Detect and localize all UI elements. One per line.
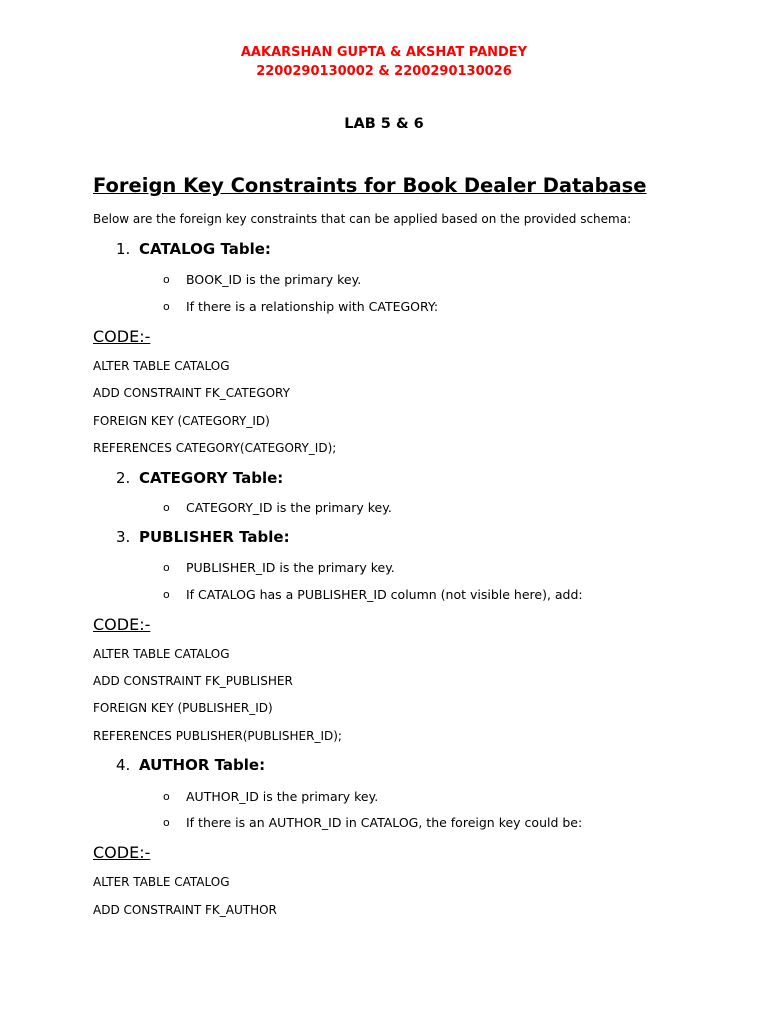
code-label: CODE:-	[93, 615, 151, 634]
intro-paragraph: Below are the foreign key constraints that can be applied based on the provided schema:	[93, 212, 632, 226]
code-line: FOREIGN KEY (PUBLISHER_ID)	[93, 701, 273, 715]
code-label: CODE:-	[93, 843, 151, 862]
code-line: ALTER TABLE CATALOG	[93, 647, 230, 661]
bullet-marker: o	[163, 816, 170, 829]
section-heading: AUTHOR Table:	[139, 756, 266, 774]
code-line: ADD CONSTRAINT FK_AUTHOR	[93, 903, 277, 917]
bullet-marker: o	[163, 790, 170, 803]
list-item-text: CATEGORY_ID is the primary key.	[186, 500, 392, 515]
section-number: 4.	[116, 756, 131, 774]
bullet-marker: o	[163, 501, 170, 514]
list-item-text: PUBLISHER_ID is the primary key.	[186, 560, 395, 575]
list-item-text: BOOK_ID is the primary key.	[186, 272, 362, 287]
list-item-text: If there is an AUTHOR_ID in CATALOG, the foreign key could be:	[186, 815, 583, 830]
code-line: FOREIGN KEY (CATEGORY_ID)	[93, 414, 270, 428]
section-heading: PUBLISHER Table:	[139, 528, 290, 546]
section-heading: CATALOG Table:	[139, 240, 271, 258]
code-line: ADD CONSTRAINT FK_CATEGORY	[93, 386, 290, 400]
code-line: REFERENCES CATEGORY(CATEGORY_ID);	[93, 441, 337, 455]
author-ids: 2200290130002 & 2200290130026	[256, 64, 512, 79]
section-number: 1.	[116, 240, 131, 258]
list-item-text: If CATALOG has a PUBLISHER_ID column (not visible here), add:	[186, 587, 583, 602]
bullet-marker: o	[163, 300, 170, 313]
bullet-marker: o	[163, 273, 170, 286]
author-header	[0, 43, 768, 81]
bullet-marker: o	[163, 561, 170, 574]
code-line: ALTER TABLE CATALOG	[93, 875, 230, 889]
code-label: CODE:-	[93, 327, 151, 346]
code-line: ADD CONSTRAINT FK_PUBLISHER	[93, 674, 293, 688]
list-item-text: AUTHOR_ID is the primary key.	[186, 789, 379, 804]
lab-title: LAB 5 & 6	[344, 116, 424, 132]
document-title: Foreign Key Constraints for Book Dealer Database	[93, 174, 647, 197]
section-number: 2.	[116, 469, 131, 487]
author-names: AAKARSHAN GUPTA & AKSHAT PANDEY	[240, 45, 528, 60]
code-line: ALTER TABLE CATALOG	[93, 359, 230, 373]
bullet-marker: o	[163, 588, 170, 601]
list-item-text: If there is a relationship with CATEGORY:	[186, 299, 439, 314]
section-heading: CATEGORY Table:	[139, 469, 284, 487]
section-number: 3.	[116, 528, 131, 546]
code-line: REFERENCES PUBLISHER(PUBLISHER_ID);	[93, 729, 342, 743]
